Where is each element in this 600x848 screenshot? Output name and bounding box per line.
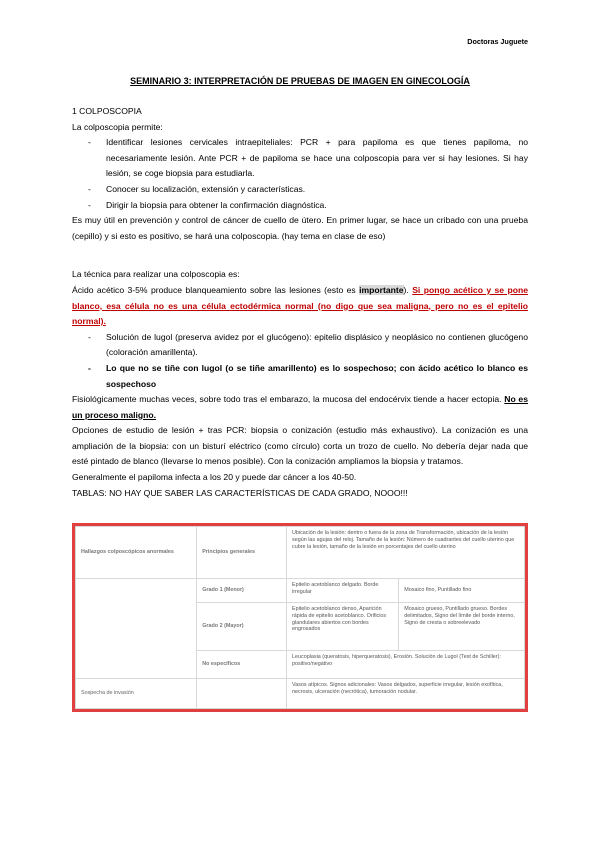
table-cell: Vasos atípicos. Signos adicionales: Vasos delgados, superficie irregular, lesión exofítica, necrosis, ulceración (necrótica), tumoración nodular. xyxy=(287,679,525,709)
table-cell: Mosaico grueso, Puntillado grueso. Bordes delimitados, Signo del límite del borde interno, Signo de cresta o sobreelevado xyxy=(399,603,525,651)
table-cell: Epitelio acetoblanco denso, Aparición rápida de epitelio acetoblanco. Orificios glandulares abiertos con bordes engrosados xyxy=(287,603,399,651)
bullet-list xyxy=(72,330,528,392)
list-item: - Solución de lugol (preserva avidez por el glucógeno): epitelio displásico y neoplásico no contienen glucógeno (coloración amarillenta). xyxy=(106,330,528,361)
table-cell: Grado 2 (Mayor) xyxy=(197,603,287,651)
table-row xyxy=(76,579,525,603)
paragraph-fisio xyxy=(72,392,528,423)
list-item: - Identificar lesiones cervicales intraepiteliales: PCR + para papiloma es que tienes papiloma, no necesariamente lesión. Ante PCR + de papiloma se hace una colposcopia para ver si hay lesiones. Si hay lesión, se coge biopsia para estudiarla. xyxy=(106,135,528,182)
paragraph-cribado: Es muy útil en prevención y control de cáncer de cuello de útero. En primer lugar, se hace un cribado con una prueba (cepillo) y si esto es positivo, se hará una colposcopia. (hay tema en clase de eso) xyxy=(72,215,528,241)
paragraph-tablas: TABLAS: NO HAY QUE SABER LAS CARACTERÍSTICAS DE CADA GRADO, NOOO!!! xyxy=(72,487,408,498)
table-cell: Principios generales xyxy=(197,527,287,579)
header-author: Doctoras Juguete xyxy=(467,37,528,46)
table-cell: Hallazgos colposcópicos anormales xyxy=(76,527,197,579)
table-cell: Ubicación de la lesión: dentro o fuera de la zona de Transformación, ubicación de la lesión según las agujas del reloj. Tamaño de la lesión: Número de cuadrantes del cuello uterino que cubre la lesión, tamaño de la lesión en porcentajes del cuello uterino xyxy=(287,527,525,579)
table-cell: Leucoplasia (queratosis, hiperqueratosis), Erosión. Solución de Lugol (Test de Schiller): positivo/negativo xyxy=(287,651,525,679)
paragraph-papiloma: Generalmente el papiloma infecta a los 20 y puede dar cáncer a los 40-50. xyxy=(72,472,357,483)
table-cell: No específicos xyxy=(197,651,287,679)
table-row xyxy=(76,527,525,579)
fisio-underlined: No es un proceso maligno. xyxy=(72,394,528,420)
table-row xyxy=(76,679,525,709)
colposcopy-table xyxy=(75,526,525,709)
page-title: SEMINARIO 3: INTERPRETACIÓN DE PRUEBAS DE IMAGEN EN GINECOLOGÍA xyxy=(130,76,470,86)
colposcopy-table-image xyxy=(72,523,528,712)
document-body xyxy=(72,104,528,501)
table-cell: Grado 1 (Menor) xyxy=(197,579,287,603)
list-item: - Lo que no se tiñe con lugol (o se tiñe amarillento) es lo sospechoso; con ácido acético lo blanco es sospechoso xyxy=(106,361,528,392)
paragraph-opciones: Opciones de estudio de lesión + tras PCR: biopsia o conización (estudio más exhaustivo). La conización es una ampliación de la biopsia: con un bisturí eléctrico (como círculo) corta un trozo de cuello. No debería dejar nada que esté pintado de blanco (llevarse lo menos posible). Con la conización ampliamos la biopsia y tratamos. xyxy=(72,425,528,467)
table-cell: Sospecha de invasión xyxy=(76,679,197,709)
table-cell: Mosaico fino, Puntillado fino xyxy=(399,579,525,603)
acetico-text-b: ). xyxy=(403,284,413,295)
table-cell: Epitelio acetoblanco delgado. Borde irregular xyxy=(287,579,399,603)
acetico-red-note: Si pongo acético y se pone blanco, esa célula no es una célula ectodérmica normal (no digo que sea maligna, pero no es el epitelio normal). xyxy=(72,284,528,327)
tecnica-intro: La técnica para realizar una colposcopia es: xyxy=(72,269,240,280)
bullet-list xyxy=(72,135,528,213)
highlight-importante: importante xyxy=(359,284,404,295)
table-cell xyxy=(76,579,197,679)
paragraph-acetico xyxy=(72,283,528,330)
section-heading: 1 COLPOSCOPIA xyxy=(72,106,142,116)
intro-text: La colposcopia permite: xyxy=(72,121,163,132)
list-item: - Conocer su localización, extensión y características. xyxy=(106,182,528,198)
list-item: - Dirigir la biopsia para obtener la confirmación diagnóstica. xyxy=(106,198,528,214)
acetico-text: Ácido acético 3-5% produce blanqueamiento sobre las lesiones (esto es xyxy=(72,284,360,295)
table-cell xyxy=(197,679,287,709)
fisio-text: Fisiológicamente muchas veces, sobre todo tras el embarazo, la mucosa del endocérvix tiende a hacer ectopia. xyxy=(72,394,505,405)
